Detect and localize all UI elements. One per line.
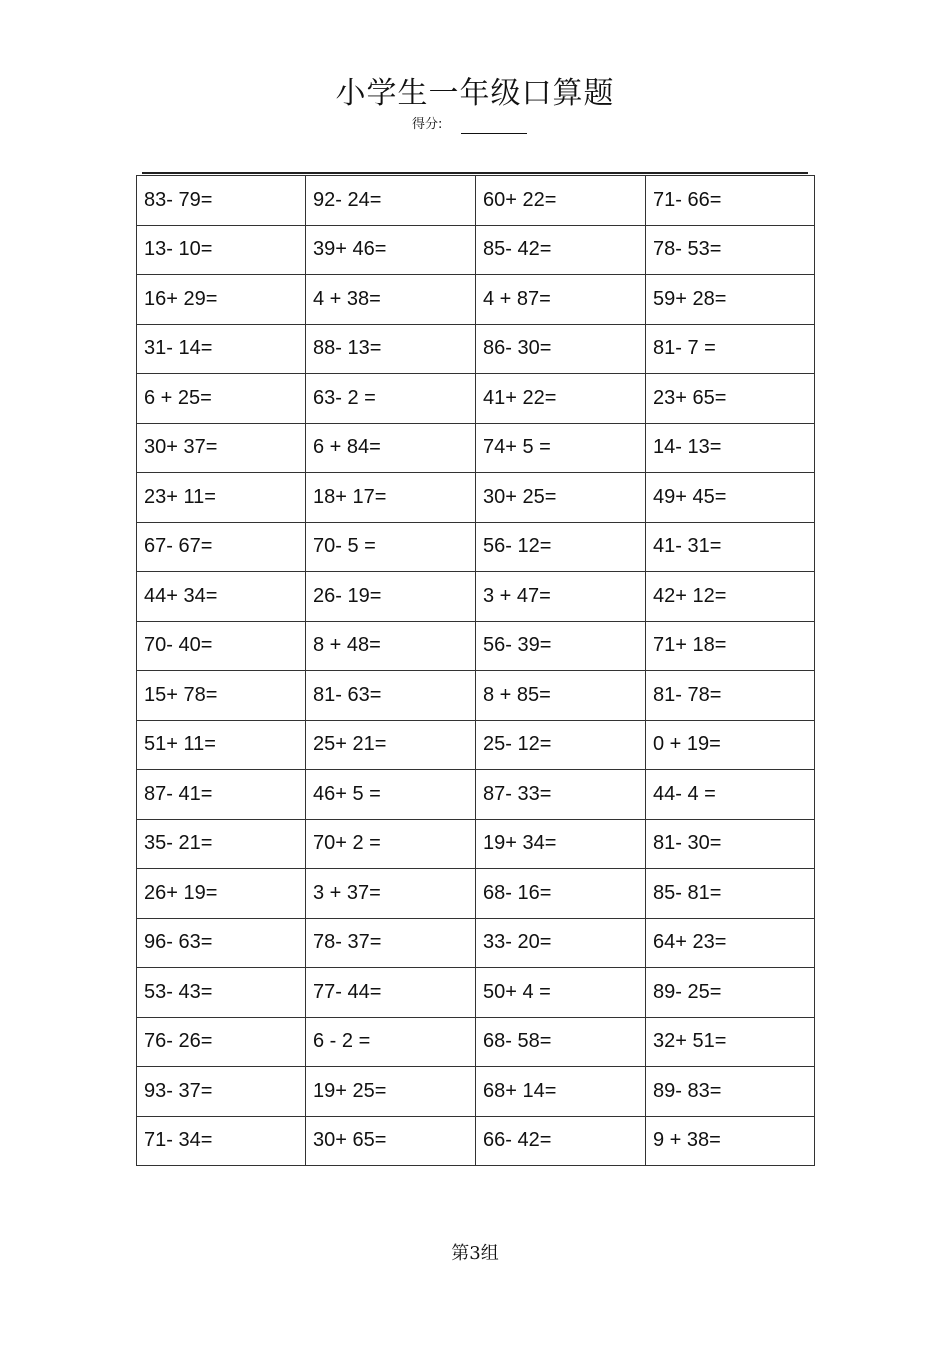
problem-cell: 30+ 37= [137, 423, 306, 473]
problem-cell: 83- 79= [137, 176, 306, 226]
problem-row [137, 473, 815, 523]
problem-row [137, 1116, 815, 1166]
top-divider [142, 172, 808, 174]
problem-cell: 59+ 28= [646, 275, 815, 325]
problem-cell: 68+ 14= [476, 1067, 646, 1117]
problem-cell: 67- 67= [137, 522, 306, 572]
problem-cell: 3 + 47= [476, 572, 646, 622]
problem-cell: 53- 43= [137, 968, 306, 1018]
problem-row [137, 918, 815, 968]
problem-cell: 68- 58= [476, 1017, 646, 1067]
problem-cell: 32+ 51= [646, 1017, 815, 1067]
problem-cell: 74+ 5 = [476, 423, 646, 473]
problem-cell: 30+ 65= [306, 1116, 476, 1166]
problem-cell: 81- 7 = [646, 324, 815, 374]
problem-grid-body [137, 176, 815, 1166]
problem-cell: 86- 30= [476, 324, 646, 374]
problem-cell: 81- 63= [306, 671, 476, 721]
problem-row [137, 671, 815, 721]
problem-row [137, 968, 815, 1018]
problem-cell: 4 + 87= [476, 275, 646, 325]
problem-cell: 93- 37= [137, 1067, 306, 1117]
problem-cell: 15+ 78= [137, 671, 306, 721]
problem-cell: 41- 31= [646, 522, 815, 572]
problem-row [137, 324, 815, 374]
problem-grid [136, 175, 815, 1166]
problem-row [137, 225, 815, 275]
problem-cell: 89- 83= [646, 1067, 815, 1117]
problem-cell: 25- 12= [476, 720, 646, 770]
problem-cell: 0 + 19= [646, 720, 815, 770]
problem-cell: 81- 30= [646, 819, 815, 869]
problem-row [137, 275, 815, 325]
problem-cell: 44- 4 = [646, 770, 815, 820]
problem-cell: 30+ 25= [476, 473, 646, 523]
problem-cell: 39+ 46= [306, 225, 476, 275]
problem-cell: 41+ 22= [476, 374, 646, 424]
problem-cell: 42+ 12= [646, 572, 815, 622]
problem-cell: 85- 42= [476, 225, 646, 275]
group-label: 第3组 [451, 1243, 499, 1264]
problem-cell: 46+ 5 = [306, 770, 476, 820]
problem-row [137, 621, 815, 671]
problem-cell: 26- 19= [306, 572, 476, 622]
problem-cell: 85- 81= [646, 869, 815, 919]
problem-cell: 70- 40= [137, 621, 306, 671]
problem-cell: 64+ 23= [646, 918, 815, 968]
problem-cell: 50+ 4 = [476, 968, 646, 1018]
problem-cell: 19+ 34= [476, 819, 646, 869]
problem-cell: 78- 37= [306, 918, 476, 968]
problem-row [137, 176, 815, 226]
problem-cell: 63- 2 = [306, 374, 476, 424]
problem-row [137, 1067, 815, 1117]
problem-cell: 3 + 37= [306, 869, 476, 919]
problem-row [137, 572, 815, 622]
problem-cell: 16+ 29= [137, 275, 306, 325]
problem-cell: 66- 42= [476, 1116, 646, 1166]
problem-cell: 77- 44= [306, 968, 476, 1018]
problem-cell: 25+ 21= [306, 720, 476, 770]
problem-row [137, 819, 815, 869]
problem-cell: 8 + 48= [306, 621, 476, 671]
problem-cell: 70- 5 = [306, 522, 476, 572]
problem-cell: 51+ 11= [137, 720, 306, 770]
problem-row [137, 869, 815, 919]
problem-row [137, 374, 815, 424]
problem-cell: 88- 13= [306, 324, 476, 374]
problem-cell: 23+ 11= [137, 473, 306, 523]
worksheet-title: 小学生一年级口算题 [335, 76, 615, 111]
problem-cell: 49+ 45= [646, 473, 815, 523]
problem-cell: 8 + 85= [476, 671, 646, 721]
problem-cell: 23+ 65= [646, 374, 815, 424]
problem-cell: 87- 41= [137, 770, 306, 820]
problem-row [137, 770, 815, 820]
problem-cell: 71- 34= [137, 1116, 306, 1166]
problem-cell: 19+ 25= [306, 1067, 476, 1117]
problem-cell: 44+ 34= [137, 572, 306, 622]
problem-cell: 92- 24= [306, 176, 476, 226]
problem-cell: 96- 63= [137, 918, 306, 968]
problem-cell: 60+ 22= [476, 176, 646, 226]
score-blank-line [461, 133, 527, 134]
score-label: 得分: [412, 117, 443, 132]
problem-cell: 26+ 19= [137, 869, 306, 919]
problem-cell: 9 + 38= [646, 1116, 815, 1166]
problem-cell: 87- 33= [476, 770, 646, 820]
problem-cell: 18+ 17= [306, 473, 476, 523]
problem-cell: 13- 10= [137, 225, 306, 275]
problem-row [137, 720, 815, 770]
problem-cell: 6 - 2 = [306, 1017, 476, 1067]
problem-cell: 14- 13= [646, 423, 815, 473]
problem-row [137, 1017, 815, 1067]
problem-cell: 68- 16= [476, 869, 646, 919]
problem-cell: 78- 53= [646, 225, 815, 275]
problem-cell: 4 + 38= [306, 275, 476, 325]
problem-cell: 6 + 25= [137, 374, 306, 424]
problem-row [137, 423, 815, 473]
problem-cell: 31- 14= [137, 324, 306, 374]
problem-cell: 76- 26= [137, 1017, 306, 1067]
problem-cell: 56- 12= [476, 522, 646, 572]
problem-cell: 33- 20= [476, 918, 646, 968]
problem-cell: 71+ 18= [646, 621, 815, 671]
problem-cell: 71- 66= [646, 176, 815, 226]
problem-cell: 70+ 2 = [306, 819, 476, 869]
problem-cell: 56- 39= [476, 621, 646, 671]
problem-row [137, 522, 815, 572]
problem-cell: 35- 21= [137, 819, 306, 869]
problem-cell: 6 + 84= [306, 423, 476, 473]
problem-cell: 89- 25= [646, 968, 815, 1018]
problem-cell: 81- 78= [646, 671, 815, 721]
